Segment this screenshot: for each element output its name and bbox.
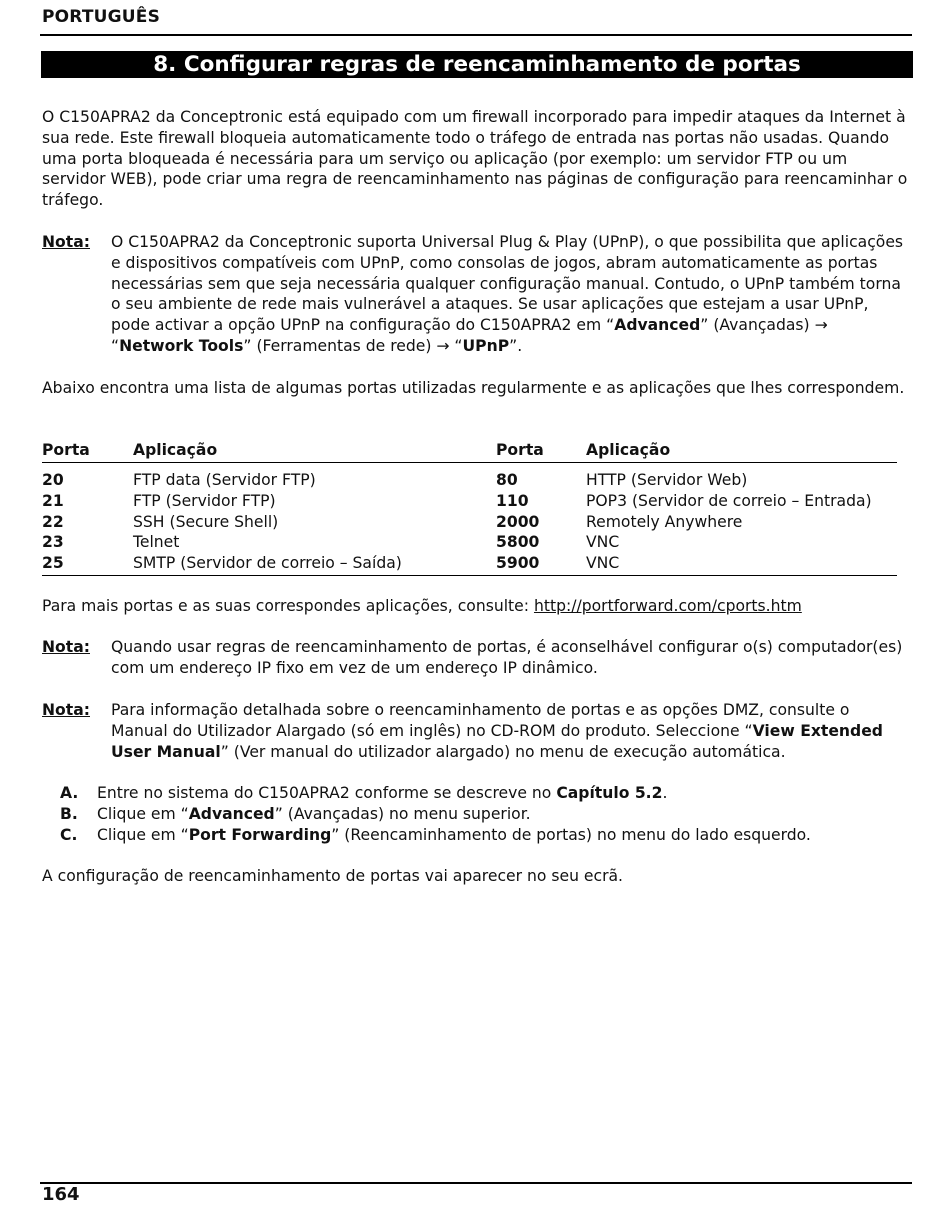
- port-application: FTP (Servidor FTP): [133, 491, 276, 510]
- port-application: Remotely Anywhere: [586, 512, 743, 531]
- table-row: [42, 532, 897, 553]
- page-number: 164: [42, 1184, 80, 1205]
- header-app-1: Aplicação: [133, 441, 218, 459]
- header-port-1: Porta: [42, 441, 90, 459]
- more-ports-text: Para mais portas e as suas correspondes aplicações, consulte:: [42, 597, 534, 615]
- port-number: 23: [42, 533, 64, 552]
- note-upnp: [42, 232, 908, 357]
- table-header-row: [42, 440, 897, 463]
- list-item: [60, 825, 910, 846]
- header-language: PORTUGUÊS: [42, 7, 161, 27]
- note-label: Nota:: [42, 638, 90, 656]
- ports-table: [42, 440, 897, 576]
- note-text: Quando usar regras de reencaminhamento de portas, é aconselhável configurar o(s) computador(es) com um endereço IP fixo em vez de um endereço IP dinâmico.: [111, 638, 903, 677]
- port-application: FTP data (Servidor FTP): [133, 471, 316, 489]
- note-text: O C150APRA2 da Conceptronic suporta Universal Plug & Play (UPnP), o que possibilita que aplicações e dispositivos compatíveis com UPnP, como consolas de jogos, abram automaticamente as portas necessárias sem que seja necessária qualquer configuração manual. Contudo, o UPnP também torna o seu ambiente de rede mais vulnerável a ataques. Se usar aplicações que estejam a usar UPnP, pode activar a opção UPnP na configuração do C150APRA2 em “Advanced” (Avançadas) → “Network Tools” (Ferramentas de rede) → “UPnP”.: [111, 233, 904, 355]
- step-letter: B.: [60, 804, 78, 823]
- port-application: HTTP (Servidor Web): [586, 471, 748, 489]
- header-divider: [40, 34, 912, 36]
- port-application: SMTP (Servidor de correio – Saída): [133, 554, 402, 573]
- port-number: 22: [42, 512, 64, 531]
- intro-paragraph: O C150APRA2 da Conceptronic está equipado com um firewall incorporado para impedir ataques da Internet à sua rede. Este firewall bloqueia automaticamente todo o tráfego de entrada nas portas não usadas. Quando uma porta bloqueada é necessária para um serviço ou aplicação (por exemplo: um servidor FTP ou um servidor WEB), pode criar uma regra de reencaminhamento nas páginas de configuração para reencaminhar o tráfego.: [42, 108, 908, 210]
- note-dmz: [42, 700, 908, 762]
- port-application: Telnet: [133, 533, 180, 552]
- port-application: VNC: [586, 533, 620, 552]
- section-title: 8. Configurar regras de reencaminhamento de portas: [41, 51, 913, 78]
- step-text: Clique em “Port Forwarding” (Reencaminhamento de portas) no menu do lado esquerdo.: [97, 825, 811, 844]
- more-ports-paragraph: [42, 596, 908, 617]
- step-letter: C.: [60, 825, 78, 844]
- port-number: 110: [496, 491, 529, 510]
- step-letter: A.: [60, 784, 79, 802]
- port-number: 5900: [496, 554, 540, 573]
- port-number: 2000: [496, 512, 540, 531]
- list-item: [60, 783, 910, 804]
- list-intro-paragraph: Abaixo encontra uma lista de algumas portas utilizadas regularmente e as aplicações que lhes correspondem.: [42, 379, 905, 397]
- table-row: [42, 491, 897, 512]
- port-number: 21: [42, 491, 64, 510]
- portforward-link[interactable]: http://portforward.com/cports.htm: [533, 597, 802, 615]
- steps-list: [60, 783, 910, 845]
- table-body: [42, 463, 897, 576]
- header-port-2: Porta: [496, 441, 544, 459]
- port-application: VNC: [586, 554, 620, 573]
- closing-paragraph: A configuração de reencaminhamento de portas vai aparecer no seu ecrã.: [42, 867, 624, 885]
- table-row: [42, 512, 897, 533]
- port-application: POP3 (Servidor de correio – Entrada): [586, 491, 872, 510]
- step-text: Clique em “Advanced” (Avançadas) no menu superior.: [97, 804, 531, 823]
- note-text: Para informação detalhada sobre o reencaminhamento de portas e as opções DMZ, consulte o Manual do Utilizador Alargado (só em inglês) no CD-ROM do produto. Seleccione “View Extended User Manual” (Ver manual do utilizador alargado) no menu de execução automática.: [111, 701, 883, 761]
- port-number: 20: [42, 471, 64, 489]
- table-row: [42, 553, 897, 574]
- note-label: Nota:: [42, 233, 90, 251]
- port-number: 25: [42, 554, 64, 573]
- port-number: 80: [496, 471, 518, 489]
- step-text: Entre no sistema do C150APRA2 conforme se descreve no Capítulo 5.2.: [97, 784, 668, 802]
- footer-divider: [40, 1182, 912, 1184]
- note-fixed-ip: [42, 637, 908, 679]
- port-application: SSH (Secure Shell): [133, 512, 279, 531]
- table-row: [42, 470, 897, 491]
- port-number: 5800: [496, 533, 540, 552]
- list-item: [60, 804, 910, 825]
- note-label: Nota:: [42, 701, 90, 719]
- header-app-2: Aplicação: [586, 441, 671, 459]
